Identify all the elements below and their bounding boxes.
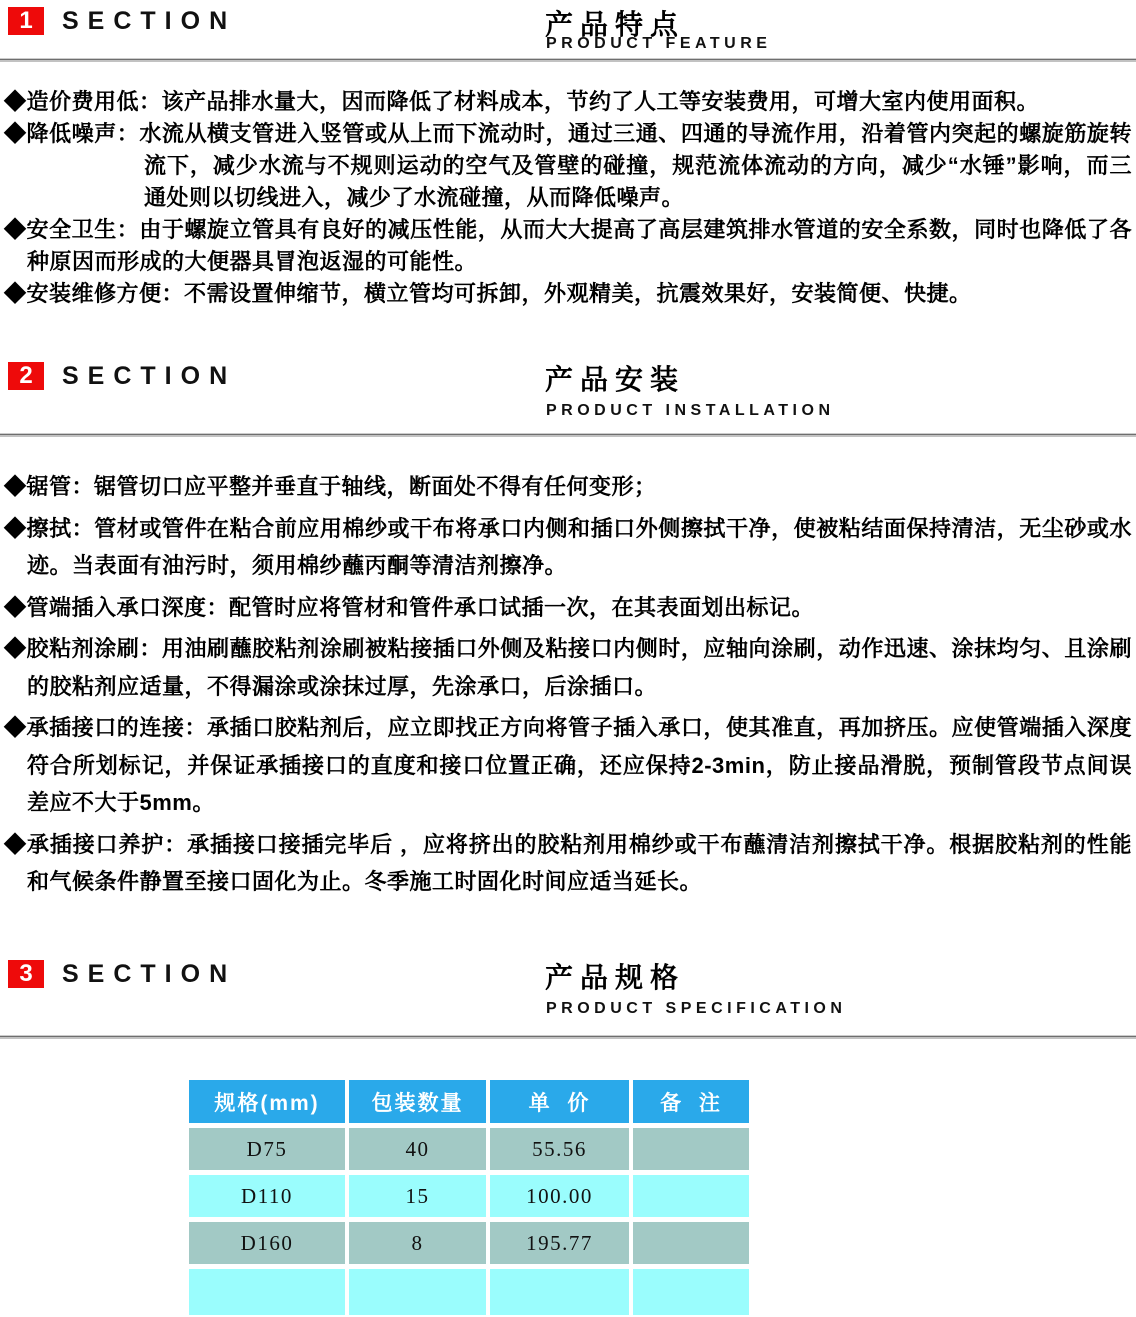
spec-cell-price: 55.56 [490, 1128, 629, 1170]
spec-cell-qty: 40 [349, 1128, 486, 1170]
spec-cell-size [189, 1269, 345, 1315]
spec-cell-qty: 15 [349, 1175, 486, 1217]
section-1-title-zh: 产品特点 [545, 9, 686, 40]
feature-bullet: ◆安全卫生：由于螺旋立管具有良好的减压性能，从而大大提高了高层建筑排水管道的安全系数，同时也降低了各种原因而形成的大便器具冒泡返湿的可能性。 [4, 217, 1132, 274]
spec-cell-remark [633, 1222, 749, 1264]
install-bullet: ◆锯管：锯管切口应平整并垂直于轴线，断面处不得有任何变形； [4, 474, 657, 499]
section-3-header [0, 958, 1136, 1018]
spec-cell-price [490, 1269, 629, 1315]
feature-bullet: ◆造价费用低：该产品排水量大，因而降低了材料成本，节约了人工等安装费用，可增大室内使用面积。 [4, 89, 1040, 114]
spec-cell-size: D160 [189, 1222, 345, 1264]
spec-header-size: 规格(mm) [189, 1080, 345, 1123]
spec-header-remark: 备 注 [633, 1080, 749, 1123]
section-3-number-badge: 3 [8, 960, 44, 988]
spec-cell-price: 195.77 [490, 1222, 629, 1264]
section-2-title-zh: 产品安装 [545, 364, 686, 395]
spec-cell-remark [633, 1269, 749, 1315]
divider [0, 433, 1136, 437]
section-1-header [0, 5, 1136, 65]
section-1-body [4, 86, 1132, 310]
spec-table [189, 1080, 749, 1315]
section-3-title-en: PRODUCT SPECIFICATION [546, 1000, 847, 1017]
spec-cell-price: 100.00 [490, 1175, 629, 1217]
spec-cell-size: D75 [189, 1128, 345, 1170]
divider [0, 1035, 1136, 1039]
section-2-number-badge: 2 [8, 362, 44, 390]
section-2-body [4, 468, 1132, 905]
spec-cell-qty [349, 1269, 486, 1315]
feature-bullet: ◆降低噪声：水流从横支管进入竖管或从上而下流动时，通过三通、四通的导流作用，沿着管内突起的螺旋筋旋转流下，减少水流与不规则运动的空气及管壁的碰撞，规范流体流动的方向，减少“水锤”影响，而三通处则以切线进入，减少了水流碰撞，从而降低噪声。 [4, 121, 1132, 210]
section-1-number-badge: 1 [8, 7, 44, 35]
install-bullet: ◆管端插入承口深度：配管时应将管材和管件承口试插一次，在其表面划出标记。 [4, 594, 815, 620]
divider [0, 58, 1136, 62]
section-2-header [0, 360, 1136, 420]
section-3-label: SECTION [62, 960, 237, 988]
spec-cell-remark [633, 1175, 749, 1217]
spec-cell-qty: 8 [349, 1222, 486, 1264]
install-bullet: ◆承插接口的连接：承插口胶粘剂后，应立即找正方向将管子插入承口，使其准直，再加挤压。应使管端插入深度符合所划标记，并保证承插接口的直度和接口位置正确，还应保持2-3min，防止接品滑脱，预制管段节点间误差应不大于5mm。 [4, 715, 1132, 815]
install-bullet: ◆胶粘剂涂刷：用油刷蘸胶粘剂涂刷被粘接插口外侧及粘接口内侧时，应轴向涂刷，动作迅速、涂抹均匀、且涂刷的胶粘剂应适量，不得漏涂或涂抹过厚，先涂承口，后涂插口。 [4, 636, 1132, 699]
feature-bullet: ◆安装维修方便：不需设置伸缩节，横立管均可拆卸，外观精美，抗震效果好，安装简便、快捷。 [4, 281, 972, 306]
section-3-title-zh: 产品规格 [545, 962, 686, 993]
section-1-title-en: PRODUCT FEATURE [546, 35, 772, 52]
install-bullet: ◆承插接口养护：承插接口接插完毕后 ，应将挤出的胶粘剂用棉纱或干布蘸清洁剂擦拭干净。根据胶粘剂的性能和气候条件静置至接口固化为止。冬季施工时固化时间应适当延长。 [4, 831, 1132, 894]
section-2-title-en: PRODUCT INSTALLATION [546, 402, 835, 419]
spec-header-unit-price: 单 价 [490, 1080, 629, 1123]
install-bullet: ◆擦拭：管材或管件在粘合前应用棉纱或干布将承口内侧和插口外侧擦拭干净，使被粘结面保持清洁，无尘砂或水迹。当表面有油污时，须用棉纱蘸丙酮等清洁剂擦净。 [4, 515, 1132, 578]
section-1-label: SECTION [62, 7, 237, 35]
spec-cell-remark [633, 1128, 749, 1170]
spec-cell-size: D110 [189, 1175, 345, 1217]
spec-header-package-qty: 包装数量 [349, 1080, 486, 1123]
section-2-label: SECTION [62, 362, 237, 390]
